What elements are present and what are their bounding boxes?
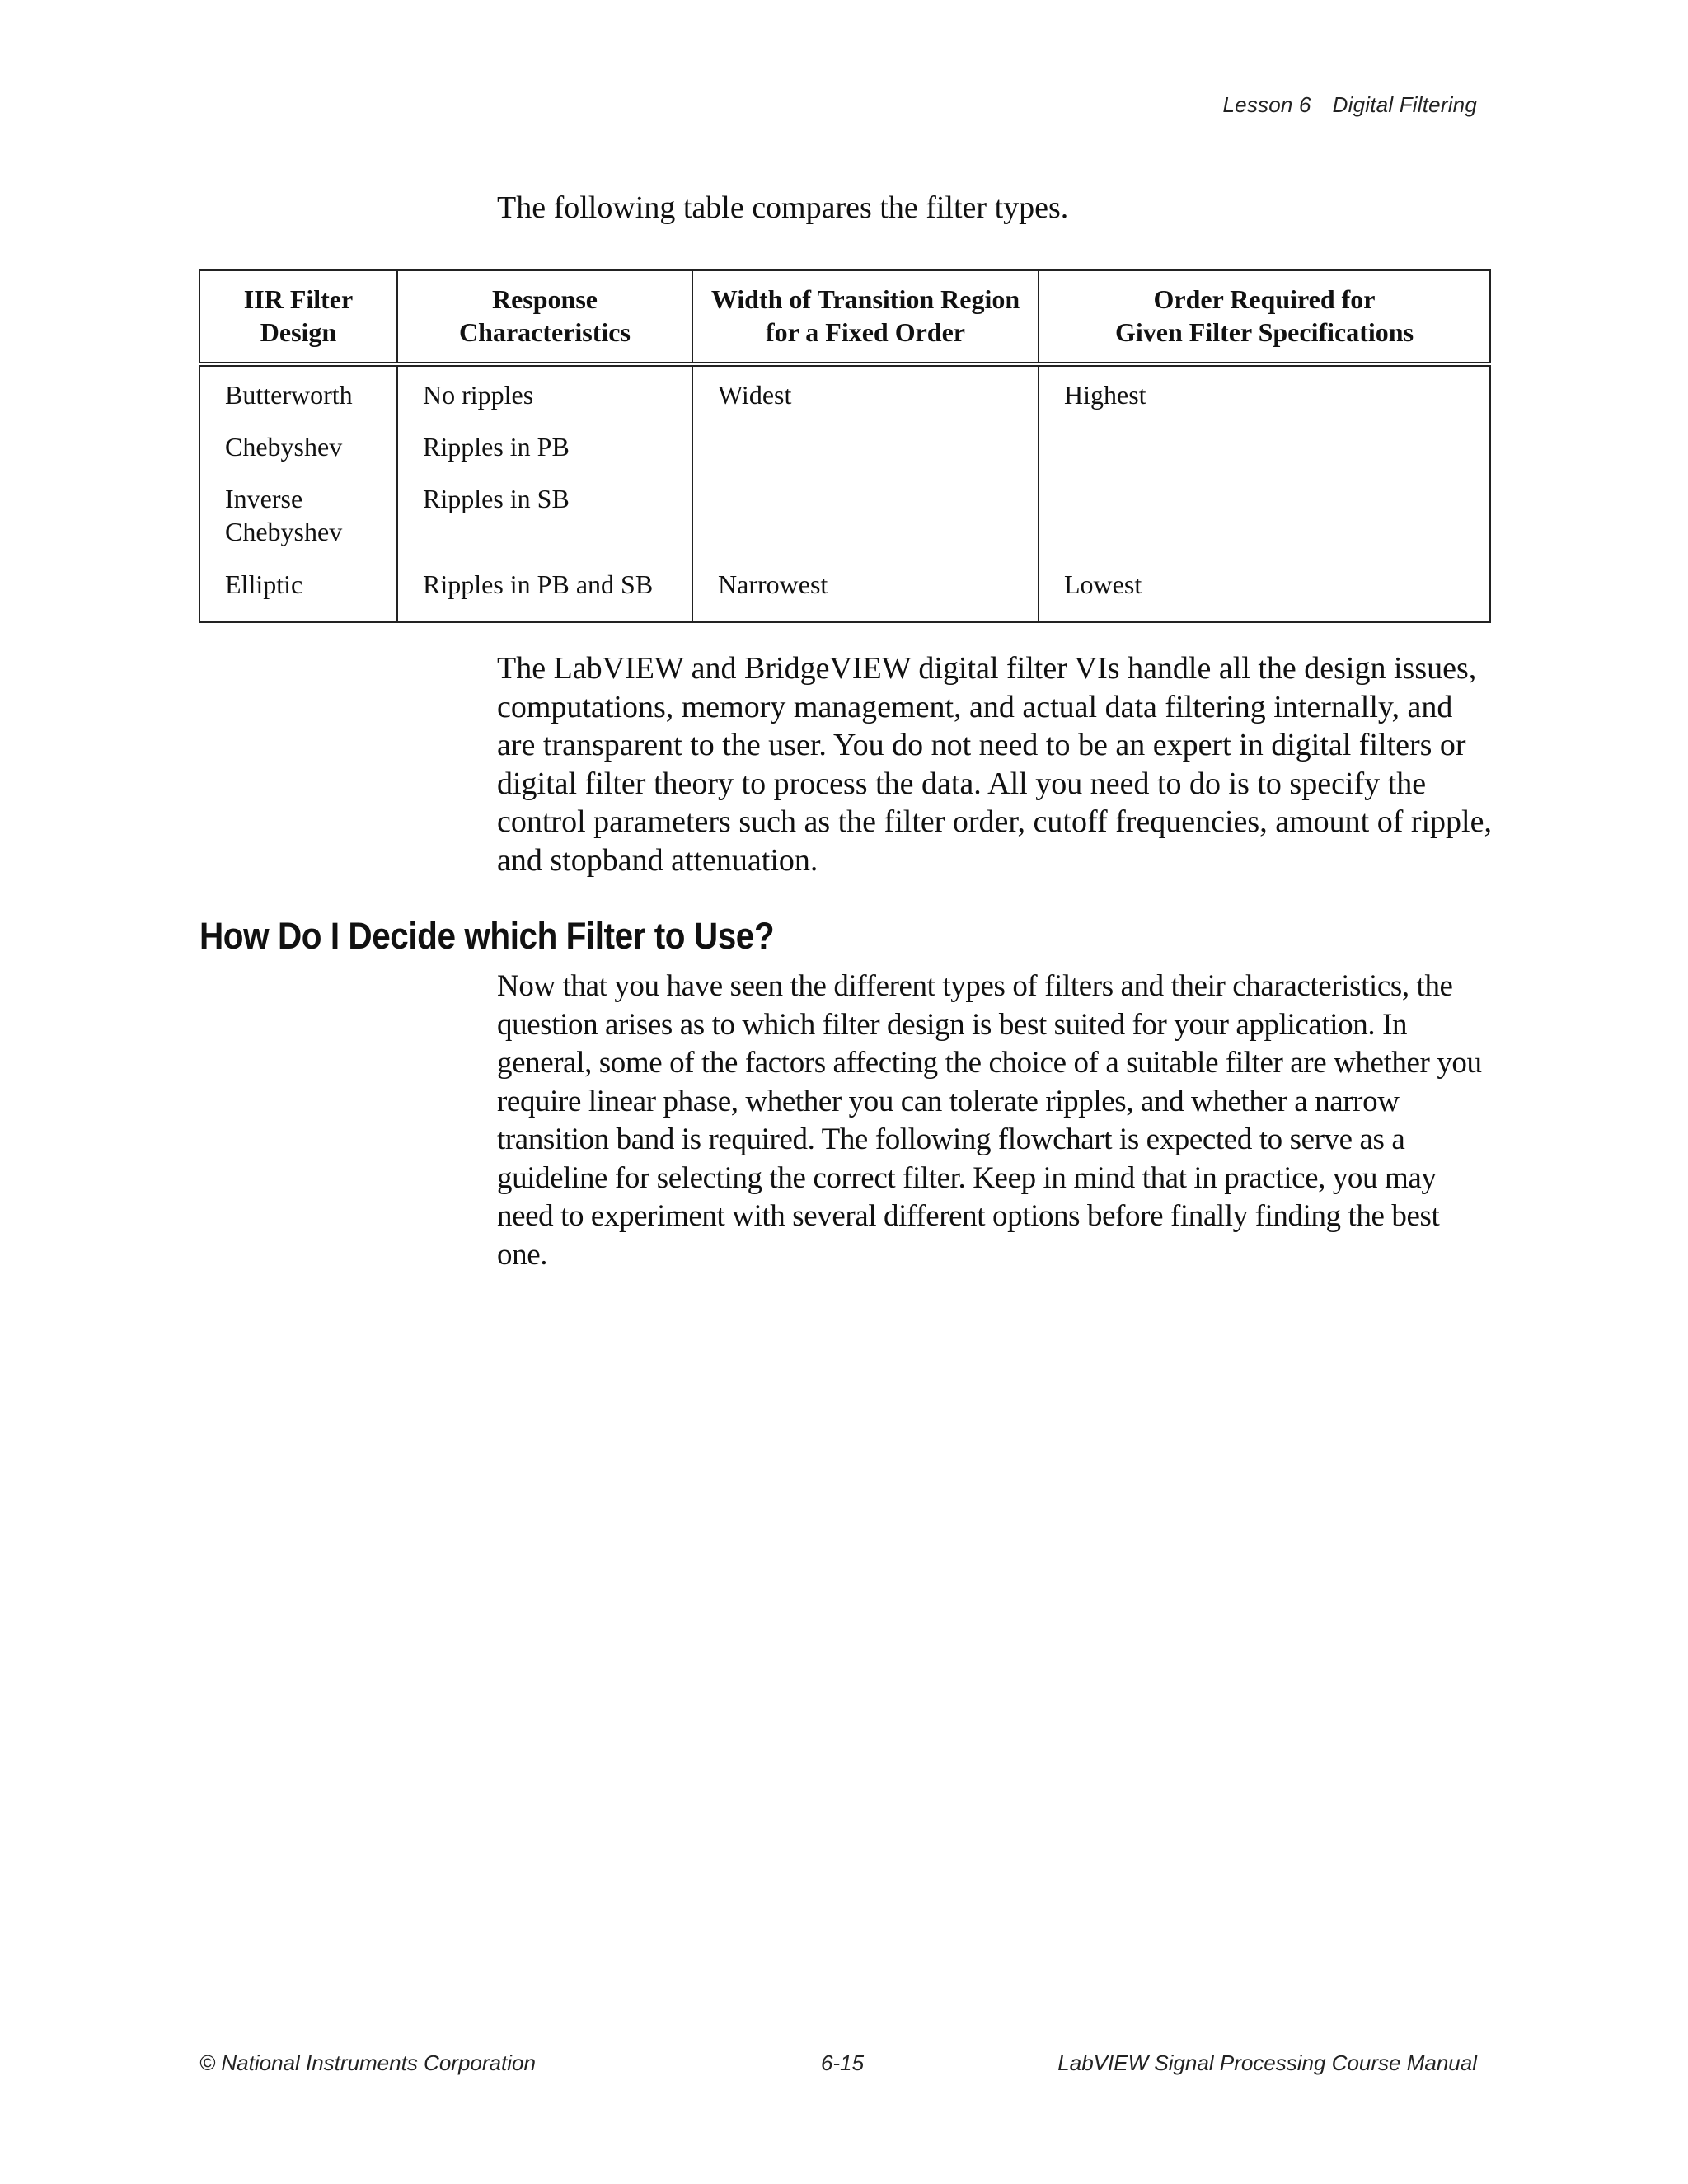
- body-paragraph: Now that you have seen the different types of filters and their characteristics, the question arises as to which filter design is best suited for your application. In general, some of the factors affecting the choice of a suitable filter are whether you require linear phase, whether you can tolerate ripples, and whether a narrow transition band is required. The following flowchart is expected to serve as a guideline for selecting the correct filter. Keep in mind that in practice, you may need to experiment with several different options before finally finding the best one.: [497, 969, 1482, 1272]
- body-paragraph: The LabVIEW and BridgeVIEW digital filter VIs handle all the design issues, computations, memory management, and actual data filtering internally, and are transparent to the user. You do not need to be an expert in digital filters or digital filter theory to process the data. All you need to do is to specify the control parameters such as the filter order, cutoff frequencies, amount of ripple, and stopband attenuation.: [497, 651, 1492, 878]
- table-cell: Ripples in PB and SB: [397, 560, 692, 622]
- chapter-title: Digital Filtering: [1332, 92, 1477, 117]
- header-transition-width: Width of Transition Region for a Fixed Order: [692, 270, 1039, 364]
- table-header-row: [199, 270, 1490, 364]
- page-number: 6-15: [821, 2050, 865, 2075]
- table-cell: [1039, 474, 1490, 560]
- lesson-number: Lesson 6: [1222, 92, 1311, 117]
- header-response-characteristics: Response Characteristics: [397, 270, 692, 364]
- table-row: [199, 364, 1490, 422]
- table-intro: The following table compares the filter types.: [497, 190, 1069, 225]
- section-heading: How Do I Decide which Filter to Use?: [199, 915, 775, 957]
- table-row: [199, 474, 1490, 560]
- running-header: [1223, 92, 1477, 118]
- table-row: [199, 422, 1490, 474]
- table-row: [199, 560, 1490, 622]
- footer-manual-title: LabVIEW Signal Processing Course Manual: [1057, 2050, 1477, 2075]
- table-cell: [692, 422, 1039, 474]
- table-cell: Ripples in PB: [397, 422, 692, 474]
- table-cell: Highest: [1039, 364, 1490, 422]
- filter-comparison-table: [199, 269, 1491, 623]
- table-cell: [1039, 422, 1490, 474]
- table-cell: [692, 474, 1039, 560]
- table-cell: Chebyshev: [199, 422, 397, 474]
- header-order-required: Order Required for Given Filter Specifications: [1039, 270, 1490, 364]
- table-cell: Lowest: [1039, 560, 1490, 622]
- table-cell: Narrowest: [692, 560, 1039, 622]
- table-cell: Ripples in SB: [397, 474, 692, 560]
- table-cell: Inverse Chebyshev: [199, 474, 397, 560]
- footer-copyright: © National Instruments Corporation: [199, 2050, 536, 2075]
- header-iir-filter-design: IIR Filter Design: [199, 270, 397, 364]
- table-cell: No ripples: [397, 364, 692, 422]
- table-cell: Elliptic: [199, 560, 397, 622]
- table-cell: Widest: [692, 364, 1039, 422]
- table-cell: Butterworth: [199, 364, 397, 422]
